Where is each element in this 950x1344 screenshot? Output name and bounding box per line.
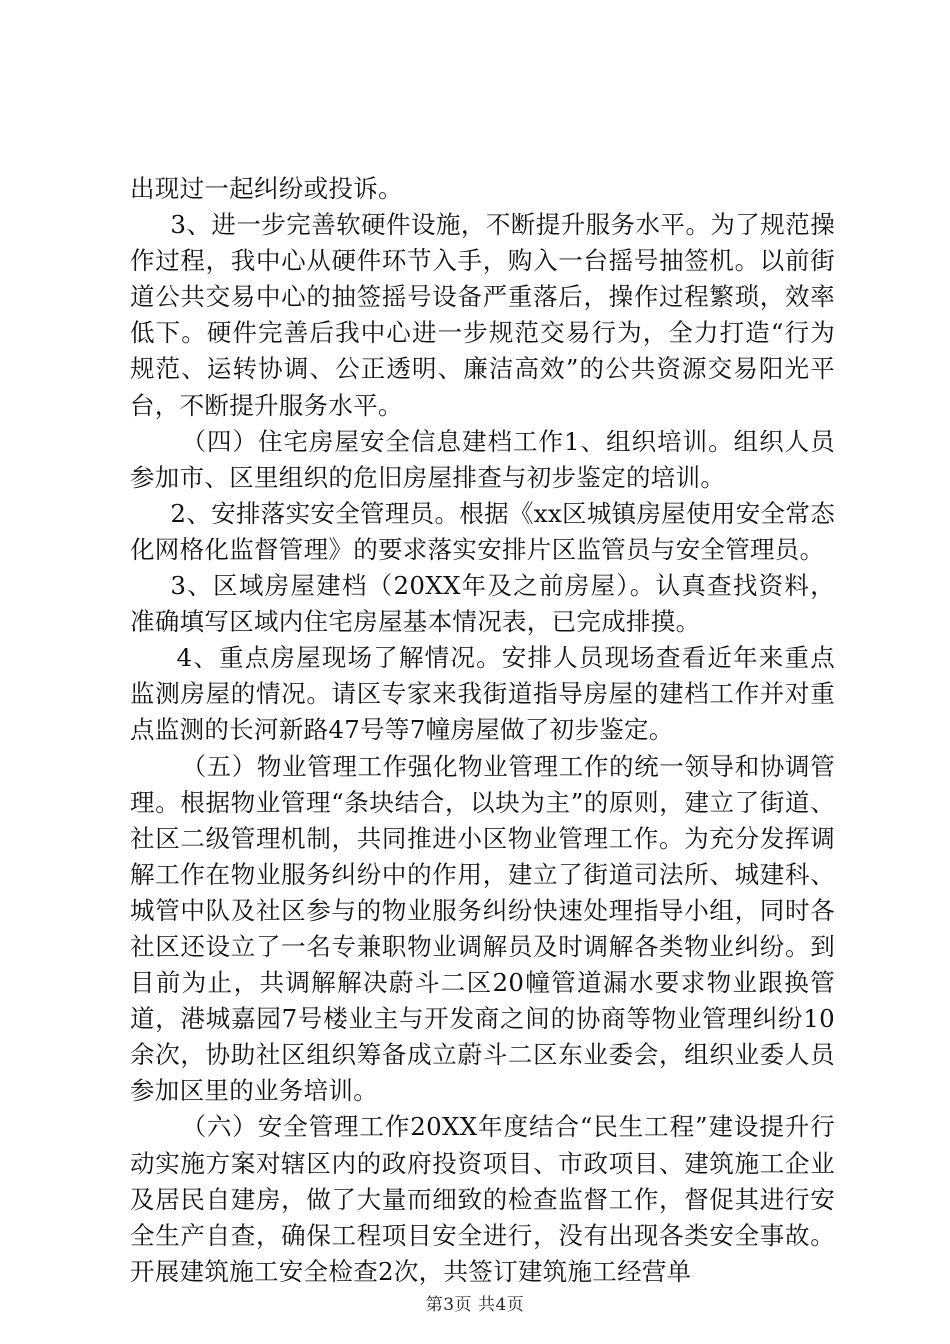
paragraph-section-6-safety-management: （六）安全管理工作20XX年度结合“民生工程”建设提升行动实施方案对辖区内的政府投资项目、市政项目、建筑施工企业及居民自建房，做了大量而细致的检查监督工作，督促其进行安全生产自查，确保工程项目安全进行，没有出现各类安全事故。开展建筑施工安全检查2次，共签订建筑施工经营单 (130, 1112, 835, 1286)
paragraph-section-4-housing-records: （四）住宅房屋安全信息建档工作1、组织培训。组织人员参加市、区里组织的危旧房屋排查与初步鉴定的培训。 (130, 426, 835, 492)
page-footer: 第3页 共4页 (425, 1295, 525, 1315)
paragraph-item-3-facilities: 3、进一步完善软硬件设施，不断提升服务水平。为了规范操作过程，我中心从硬件环节入手，购入一台摇号抽签机。以前街道公共交易中心的抽签摇号设备严重落后，操作过程繁琐，效率低下。硬件完善后我中心进一步规范交易行为，全力打造“行为规范、运转协调、公正透明、廉洁高效”的公共资源交易阳光平台，不断提升服务水平。 (130, 210, 836, 420)
paragraph-continuation: 出现过一起纠纷或投诉。 (130, 174, 403, 203)
paragraph-item-3-area-records: 3、区域房屋建档（20XX年及之前房屋）。认真查找资料，准确填写区域内住宅房屋基本情况表，已完成排摸。 (130, 571, 835, 637)
document-body (130, 171, 835, 1290)
paragraph-item-4-key-houses: 4、重点房屋现场了解情况。安排人员现场查看近年来重点监测房屋的情况。请区专家来我街道指导房屋的建档工作并对重点监测的长河新路47号等7幢房屋做了初步鉴定。 (130, 643, 835, 745)
paragraph-section-5-property-management: （五）物业管理工作强化物业管理工作的统一领导和协调管理。根据物业管理“条块结合，以块为主”的原则，建立了街道、社区二级管理机制，共同推进小区物业管理工作。为充分发挥调解工作在物业服务纠纷中的作用，建立了街道司法所、城建科、城管中队及社区参与的物业服务纠纷快速处理指导小组，同时各社区还设立了一名专兼职物业调解员及时调解各类物业纠纷。到目前为止，共调解解决蔚斗二区20幢管道漏水要求物业跟换管道，港城嘉园7号楼业主与开发商之间的协商等物业管理纠纷10余次，协助社区组织筹备成立蔚斗二区东业委会，组织业委人员参加区里的业务培训。 (130, 751, 835, 1106)
paragraph-item-2-safety-managers: 2、安排落实安全管理员。根据《xx区城镇房屋使用安全常态化网格化监督管理》的要求落实安排片区监管员与安全管理员。 (130, 498, 835, 564)
